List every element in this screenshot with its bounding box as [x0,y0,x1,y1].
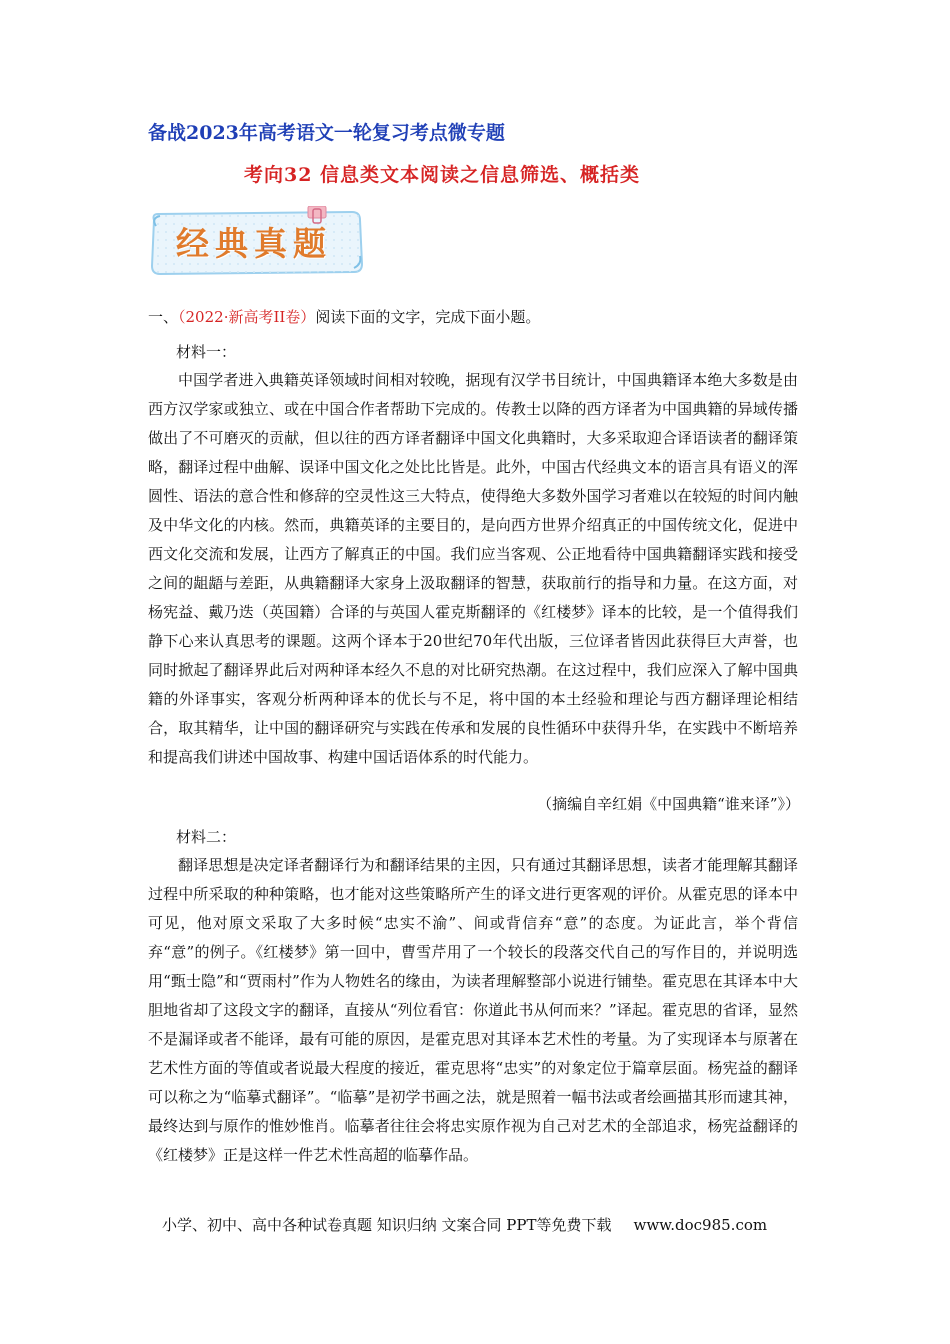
footer-url[interactable]: www.doc985.com [633,1216,768,1234]
page-footer [162,1214,767,1235]
banner-label: 经典真题 [176,224,332,263]
footer-text: 小学、初中、高中各种试卷真题 知识归纳 文案合同 PPT等免费下载 [162,1216,612,1234]
question-instruction: 阅读下面的文字，完成下面小题。 [315,308,541,326]
document-title: 备战2023年高考语文一轮复习考点微专题 [148,122,505,144]
section-banner [148,206,366,276]
material-one-label: 材料一： [176,343,237,361]
question-line [148,306,540,327]
material-one-citation: （摘编自辛红娟《中国典籍“谁来译”》） [537,795,800,813]
material-one-text: 中国学者进入典籍英译领域时间相对较晚，据现有汉学书目统计，中国典籍译本绝大多数是由西方汉学家或独立、或在中国合作者帮助下完成的。传教士以降的西方译者为中国典籍的异域传播做出了不可磨灭的贡献，但以往的西方译者翻译中国文化典籍时，大多采取迎合译语读者的翻译策略，翻译过程中曲解、误译中国文化之处比比皆是。此外，中国古代经典文本的语言具有语义的浑圆性、语法的意合性和修辞的空灵性这三大特点，使得绝大多数外国学习者难以在较短的时间内触及中华文化的内核。然而，典籍英译的主要目的，是向西方世界介绍真正的中国传统文化，促进中西文化交流和发展，让西方了解真正的中国。我们应当客观、公正地看待中国典籍翻译实践和接受之间的龃龉与差距，从典籍翻译大家身上汲取翻译的智慧，获取前行的指导和力量。在这方面，对杨宪益、戴乃迭（英国籍）合译的与英国人霍克斯翻译的《红楼梦》译本的比较，是一个值得我们静下心来认真思考的课题。这两个译本于20世纪70年代出版，三位译者皆因此获得巨大声誉，也同时掀起了翻译界此后对两种译本经久不息的对比研究热潮。在这过程中，我们应深入了解中国典籍的外译事实，客观分析两种译本的优长与不足，将中国的本土经验和理论与西方翻译理论相结合，取其精华，让中国的翻译研究与实践在传承和发展的良性循环中获得升华，在实践中不断培养和提高我们讲述中国故事、构建中国话语体系的时代能力。 [148,371,798,766]
question-number: 一、 [148,308,179,326]
document-subtitle: 考向32 信息类文本阅读之信息筛选、概括类 [244,164,641,186]
material-two-text: 翻译思想是决定译者翻译行为和翻译结果的主因，只有通过其翻译思想，读者才能理解其翻译过程中所采取的种种策略，也才能对这些策略所产生的译文进行更客观的评价。从霍克思的译本中可见，他对原文采取了大多时候“忠实不渝”、间或背信弃“意”的态度。为证此言，举个背信弃“意”的例子。《红楼梦》第一回中，曹雪芹用了一个较长的段落交代自己的写作目的，并说明选用“甄士隐”和“贾雨村”作为人物姓名的缘由，为读者理解整部小说进行铺垫。霍克思在其译本中大胆地省却了这段文字的翻译，直接从“列位看官：你道此书从何而来？”译起。霍克思的省译，显然不是漏译或者不能译，最有可能的原因，是霍克思对其译本艺术性的考量。为了实现译本与原著在艺术性方面的等值或者说最大程度的接近，霍克思将“忠实”的对象定位于篇章层面。杨宪益的翻译可以称之为“临摹式翻译”。“临摹”是初学书画之法，就是照着一幅书法或者绘画描其形而逮其神，最终达到与原作的惟妙惟肖。临摹者往往会将忠实原作视为自己对艺术的全部追求，杨宪益翻译的《红楼梦》正是这样一件艺术性高超的临摹作品。 [148,856,798,1164]
material-two-label: 材料二： [176,828,237,846]
question-source: （2022·新高考II卷） [178,308,316,326]
